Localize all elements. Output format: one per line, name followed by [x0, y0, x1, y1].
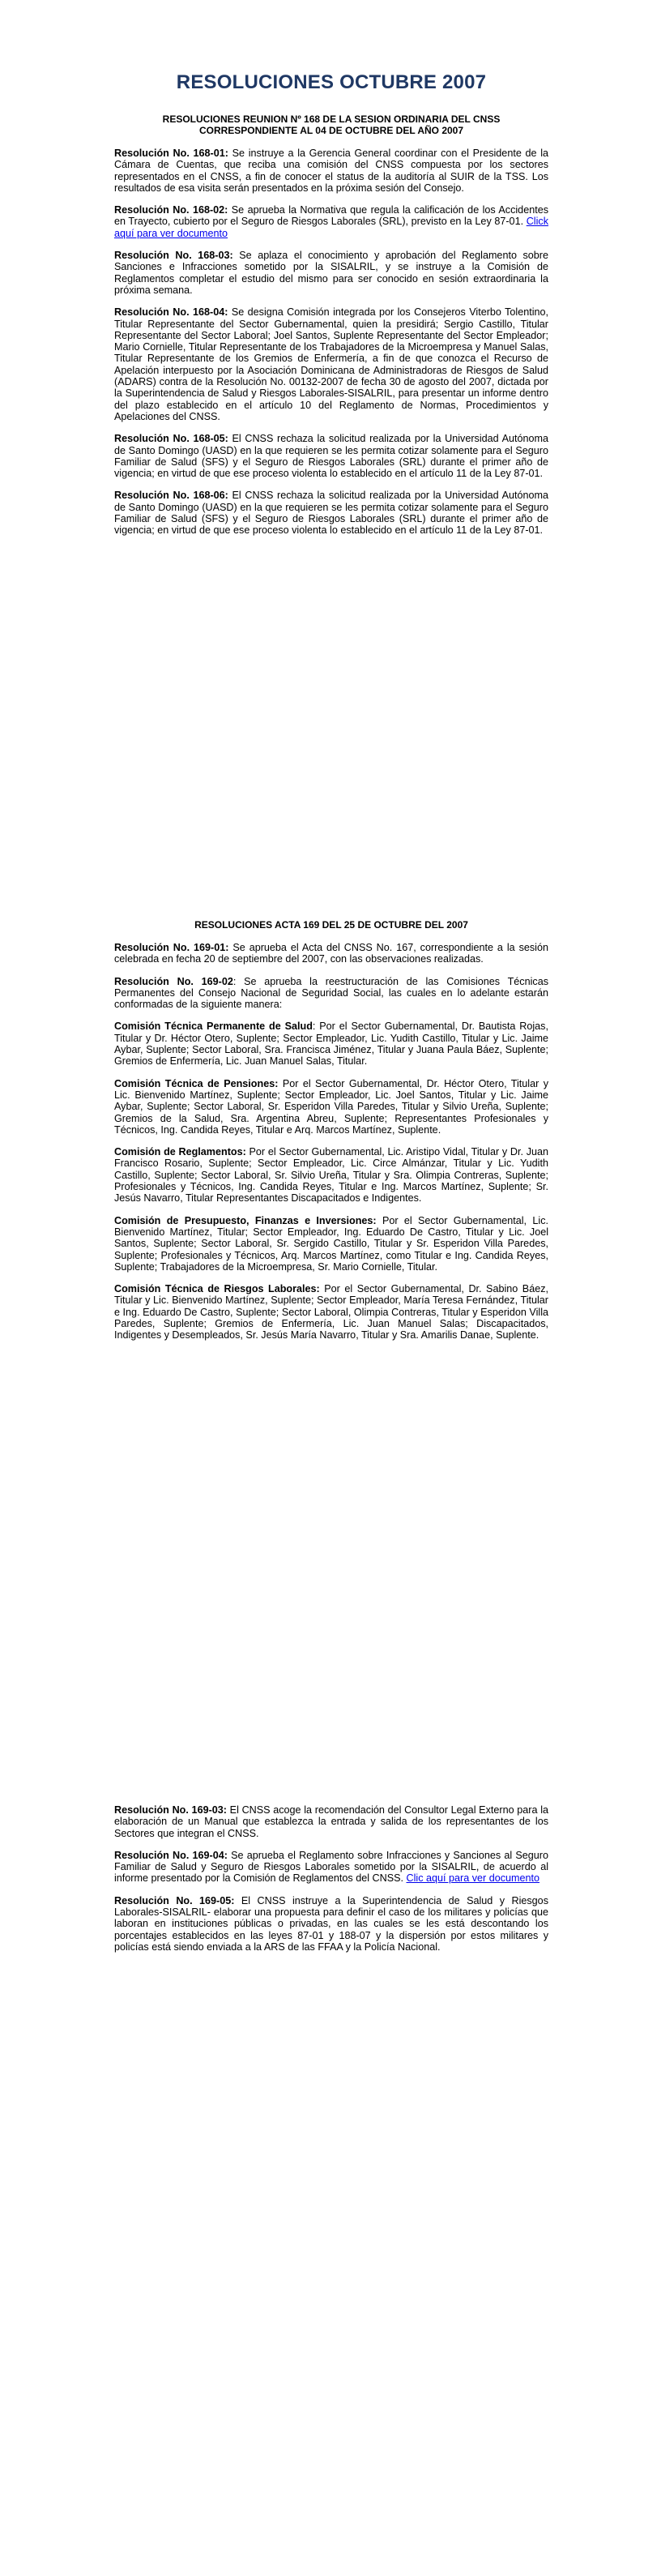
- resolution-text: El CNSS acoge la recomendación del Consultor Legal Externo para la elaboración de un Manual que establezca la entrada y salida de los representantes de los Sectores que integran el CNSS.: [114, 1804, 548, 1839]
- resolution-text: Se instruye a la Gerencia General coordinar con el Presidente de la Cámara de Cuentas, que reciba una comisión del CNSS compuesta por los sectores representados en el CNSS, a fin de conocer el status de la auditoría al SUIR de la TSS. Los resultados de esa visita serán presentados en la próxima sesión del Consejo.: [114, 148, 549, 194]
- resolution-label: Resolución No. 168-05:: [114, 433, 228, 445]
- section-169: [114, 919, 548, 1352]
- section-168-heading-line1: RESOLUCIONES REUNION Nº 168 DE LA SESION ORDINARIA DEL CNSS: [162, 113, 501, 125]
- commission-text: Por el Sector Gubernamental, Lic. Aristipo Vidal, Titular y Dr. Juan Francisco Rosario, Suplente; Sector Empleador, Lic. Circe Almánzar, Titular y Lic. Yudith Castillo, Suplente; Sector Laboral, Sr. Silvio Ureña, Titular y Sra. Olimpia Contreras, Suplente; Profesionales y Técnicos, Ing. Candida Reyes, Titular e Ing. Marcos Martínez, Suplente; Sr. Jesús Navarro, Titular Representantes Discapacitados e Indigentes.: [114, 1146, 549, 1205]
- resolution-text: Se aprueba la Normativa que regula la calificación de los Accidentes en Trayecto, cubierto por el Seguro de Riesgos Laborales (SRL), previsto en la Ley 87-01.: [114, 204, 548, 228]
- view-document-link[interactable]: Clic aquí para ver documento: [406, 1872, 540, 1885]
- resolution-168-03: [114, 250, 548, 296]
- section-169-heading: RESOLUCIONES ACTA 169 DEL 25 DE OCTUBRE DEL 2007: [194, 919, 468, 931]
- resolution-label: Resolución No. 168-01:: [114, 148, 228, 159]
- section-october-header: [114, 71, 548, 94]
- commission-text: Por el Sector Gubernamental, Dr. Sabino Báez, Titular y Lic. Bienvenido Martínez, Suplente; Sector Empleador, María Teresa Fernández, Titular e Ing. Eduardo De Castro, Suplente; Sector Laboral, Olimpia Contreras, Titular y Esperidon Villa Paredes, Suplente; Gremios de Enfermería, Lic. Juan Manuel Salas; Discapacitados, Indigentes y Desempleados, Sr. Jesús María Navarro, Titular y Sra. Amarilis Danae, Suplente.: [114, 1283, 548, 1341]
- resolution-text: Se designa Comisión integrada por los Consejeros Viterbo Tolentino, Titular Representante del Sector Gubernamental, quien la presidirá; Sergio Castillo, Titular Representante del Sector Laboral; Joel Santos, Suplente Representante del Sector Empleador; Mario Cornielle, Titular Representante de los Trabajadores de la Microempresa y Manuel Salas, Titular Representante de los Gremios de Enfermería, a fin de que conozca el Recurso de Apelación interpuesto por la Asociación Dominicana de Administradoras de Riesgos de Salud (ADARS) contra de la Resolución No. 00132-2007 de fecha 30 de agosto del 2007, dictada por la Superintendencia de Salud y Riesgos Laborales-SISALRIL, para presentar un informe dentro del plazo establecido en el artículo 10 del Reglamento de Normas, Procedimientos y Apelaciones del CNSS.: [114, 306, 549, 422]
- commission-text: Por el Sector Gubernamental, Dr. Héctor Otero, Titular y Lic. Bienvenido Martínez, Suplente; Sector Empleador, Lic. Joel Santos, Titular y Lic. Jaime Aybar, Suplente; Sector Laboral, Sr. Esperidon Villa Paredes, Titular y Silvio Ureña, Suplente; Gremios de la Salud, Sra. Argentina Abreu, Suplente; Representantes Profesionales y Técnicos, Ing. Candida Reyes, Titular e Arq. Marcos Martínez, Suplente.: [114, 1077, 549, 1136]
- resolution-text: El CNSS rechaza la solicitud realizada por la Universidad Autónoma de Santo Domingo (UASD) en la que requieren se les permita cotizar solamente para el Seguro Familiar de Salud (SFS) y el Seguro de Riesgos Laborales (SRL) durante el primer año de vigencia; en virtud de que ese proceso violenta lo establecido en el artículo 11 de la Ley 87-01.: [114, 433, 548, 480]
- commission-label: Comisión Técnica de Riesgos Laborales:: [114, 1283, 320, 1295]
- resolution-label: Resolución No. 169-02: [114, 975, 233, 987]
- resolution-text: El CNSS instruye a la Superintendencia de Salud y Riesgos Laborales-SISALRIL- elaborar una propuesta para definir el caso de los militares y policías que laboran en instituciones públicas o privadas, en las cuales se les está descontando los porcentajes establecidos en las leyes 87-01 y 188-07 y la dispersión por estos militares y policías está siendo enviada a la ARS de las FFAA y la Policía Nacional.: [114, 1894, 548, 1953]
- resolution-label: Resolución No. 169-04:: [114, 1849, 228, 1861]
- resolution-label: Resolución No. 168-06:: [114, 490, 228, 502]
- resolution-168-05: [114, 433, 548, 479]
- resolution-168-01: [114, 148, 548, 194]
- resolution-169-01: [114, 942, 548, 965]
- resolution-label: Resolución No. 168-02:: [114, 204, 228, 216]
- resolution-text: El CNSS rechaza la solicitud realizada por la Universidad Autónoma de Santo Domingo (UASD) en la que requieren se les permita cotizar solamente para el Seguro Familiar de Salud (SFS) y el Seguro de Riesgos Laborales (SRL) durante el primer año de vigencia; en virtud de que ese proceso violenta lo establecido en el artículo 11 de la Ley 87-01.: [114, 490, 548, 537]
- resolution-label: Resolución No. 168-04:: [114, 306, 228, 319]
- resolution-label: Resolución No. 168-03:: [114, 250, 233, 262]
- resolution-label: Resolución No. 169-05:: [114, 1894, 235, 1906]
- commission-occupational-risks: [114, 1283, 548, 1341]
- resolution-169-05: [114, 1895, 548, 1953]
- resolution-168-06: [114, 490, 548, 536]
- resolution-text: Se aprueba el Acta del CNSS No. 167, correspondiente a la sesión celebrada en fecha 20 de septiembre del 2007, con las observaciones realizadas.: [114, 942, 548, 965]
- page-title: RESOLUCIONES OCTUBRE 2007: [176, 71, 487, 93]
- resolution-label: Resolución No. 169-03:: [114, 1804, 227, 1816]
- commission-pensions: [114, 1078, 548, 1136]
- commission-label: Comisión Técnica Permanente de Salud: [114, 1021, 313, 1033]
- section-169-continued: [114, 1804, 548, 1963]
- resolution-168-02: [114, 204, 548, 239]
- commission-budget: [114, 1215, 548, 1273]
- resolution-label: Resolución No. 169-01:: [114, 942, 229, 953]
- section-168-heading-line2: CORRESPONDIENTE AL 04 DE OCTUBRE DEL AÑO 2007: [198, 125, 464, 136]
- resolution-text: Se aprueba el Reglamento sobre Infracciones y Sanciones al Seguro Familiar de Salud y Seguro de Riesgos Laborales sometido por la SISALRIL, de acuerdo al informe presentado por la Comisión de Reglamentos del CNSS.: [114, 1849, 548, 1885]
- resolution-168-04: [114, 306, 548, 422]
- commission-regulations: [114, 1146, 548, 1204]
- commission-label: Comisión de Presupuesto, Finanzas e Inversiones:: [114, 1214, 377, 1226]
- resolution-text: : Se aprueba la reestructuración de las Comisiones Técnicas Permanentes del Consejo Nacional de Seguridad Social, las cuales en lo adelante estarán conformadas de la siguiente manera:: [114, 975, 548, 1011]
- view-document-link[interactable]: Click aquí para ver documento: [114, 216, 548, 239]
- commission-text: : Por el Sector Gubernamental, Dr. Bautista Rojas, Titular y Dr. Héctor Otero, Suplente; Sector Empleador, Lic. Yudith Castillo, Titular y Lic. Jaime Aybar, Suplente; Sector Laboral, Sra. Francisca Jiménez, Titular y Juana Paula Báez, Suplente; Gremios de Enfermería, Lic. Juan Manuel Salas, Titular.: [114, 1021, 548, 1068]
- commission-label: Comisión Técnica de Pensiones:: [114, 1077, 279, 1089]
- resolution-text: Se aplaza el conocimiento y aprobación del Reglamento sobre Sanciones e Infracciones sometido por la SISALRIL, y se instruye a la Comisión de Reglamentos completar el estudio del mismo para ser conocido en sesión extraordinaria la próxima semana.: [114, 250, 549, 296]
- resolution-169-03: [114, 1804, 548, 1839]
- commission-label: Comisión de Reglamentos:: [114, 1146, 246, 1158]
- commission-health: [114, 1021, 548, 1067]
- commission-text: Por el Sector Gubernamental, Lic. Bienvenido Martínez, Titular; Sector Empleador, Ing. Eduardo De Castro, Titular y Lic. Joel Santos, Suplente; Sector Laboral, Sr. Sergido Castillo, Titular y Sr. Esperidon Villa Paredes, Suplente; Profesionales y Técnicos, Arq. Marcos Martínez, como Titular e Ing. Candida Reyes, Suplente; Trabajadores de la Microempresa, Sr. Mario Cornielle, Titular.: [114, 1214, 548, 1273]
- resolution-169-04: [114, 1850, 548, 1885]
- resolution-169-02: [114, 976, 548, 1011]
- section-168: [114, 113, 548, 547]
